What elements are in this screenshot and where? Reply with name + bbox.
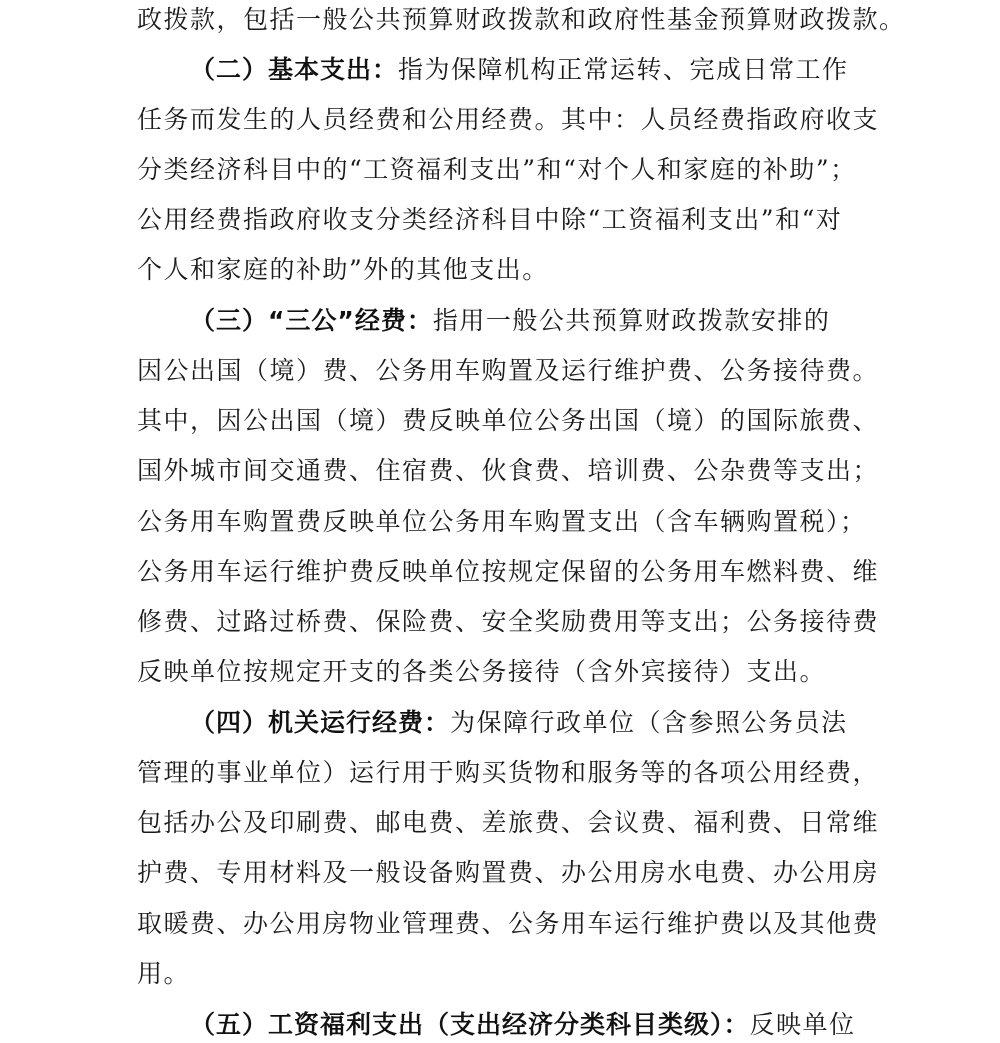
text-line bbox=[137, 556, 879, 588]
line-body: 指用一般公共预算财政拨款安排的 bbox=[432, 306, 831, 335]
section-heading-line bbox=[190, 1009, 856, 1041]
section-heading-line bbox=[190, 305, 830, 337]
text-line bbox=[137, 455, 879, 487]
line-body: 用。 bbox=[137, 959, 191, 988]
text-line bbox=[137, 857, 879, 889]
line-body: 分类经济科目中的“工资福利支出”和“对个人和家庭的补助”； bbox=[137, 155, 857, 184]
text-line bbox=[137, 958, 190, 990]
section-heading-4: （四）机关运行经费： bbox=[190, 708, 451, 737]
text-line bbox=[137, 154, 857, 186]
line-body: 反映单位按规定开支的各类公务接待（含外宾接待）支出。 bbox=[137, 657, 827, 686]
line-body: 政拨款，包括一般公共预算财政拨款和政府性基金预算财政拨款。 bbox=[137, 5, 906, 34]
section-heading-3: （三）“三公”经费： bbox=[190, 306, 433, 335]
section-heading-2: （二）基本支出： bbox=[190, 55, 399, 84]
line-body: 指为保障机构正常运转、完成日常工作 bbox=[398, 55, 849, 84]
text-line bbox=[137, 104, 879, 136]
line-body: 任务而发生的人员经费和公用经费。其中：人员经费指政府收支 bbox=[137, 105, 880, 134]
line-body: 因公出国（境）费、公务用车购置及运行维护费、公务接待费。 bbox=[137, 356, 880, 385]
line-body: 包括办公及印刷费、邮电费、差旅费、会议费、福利费、日常维 bbox=[137, 808, 880, 837]
line-body: 个人和家庭的补助”外的其他支出。 bbox=[137, 255, 549, 284]
section-heading-5: （五）工资福利支出（支出经济分类科目类级）： bbox=[190, 1010, 750, 1039]
line-body: 修费、过路过桥费、保险费、安全奖励费用等支出；公务接待费 bbox=[137, 607, 880, 636]
text-line bbox=[137, 757, 879, 789]
line-body: 其中，因公出国（境）费反映单位公务出国（境）的国际旅费、 bbox=[137, 406, 880, 435]
line-body: 护费、专用材料及一般设备购置费、办公用房水电费、办公用房 bbox=[137, 858, 880, 887]
section-heading-line bbox=[190, 707, 848, 739]
text-line bbox=[137, 908, 879, 940]
line-body: 反映单位 bbox=[749, 1010, 856, 1039]
line-body: 公用经费指政府收支分类经济科目中除“工资福利支出”和“对 bbox=[137, 205, 843, 234]
line-body: 公务用车购置费反映单位公务用车购置支出（含车辆购置税）； bbox=[137, 507, 867, 536]
section-heading-line bbox=[190, 54, 849, 86]
text-line bbox=[137, 506, 867, 538]
text-line bbox=[137, 254, 549, 286]
line-body: 管理的事业单位）运行用于购买货物和服务等的各项公用经费， bbox=[137, 758, 880, 787]
line-body: 国外城市间交通费、住宿费、伙食费、培训费、公杂费等支出； bbox=[137, 456, 880, 485]
text-line bbox=[137, 606, 879, 638]
line-body: 取暖费、办公用房物业管理费、公务用车运行维护费以及其他费 bbox=[137, 909, 880, 938]
text-line bbox=[137, 405, 879, 437]
text-line bbox=[137, 204, 842, 236]
line-body: 为保障行政单位（含参照公务员法 bbox=[450, 708, 848, 737]
line-body: 公务用车运行维护费反映单位按规定保留的公务用车燃料费、维 bbox=[137, 557, 880, 586]
text-line bbox=[137, 355, 879, 387]
text-line bbox=[137, 807, 879, 839]
text-line bbox=[137, 656, 826, 688]
text-line bbox=[137, 4, 906, 36]
